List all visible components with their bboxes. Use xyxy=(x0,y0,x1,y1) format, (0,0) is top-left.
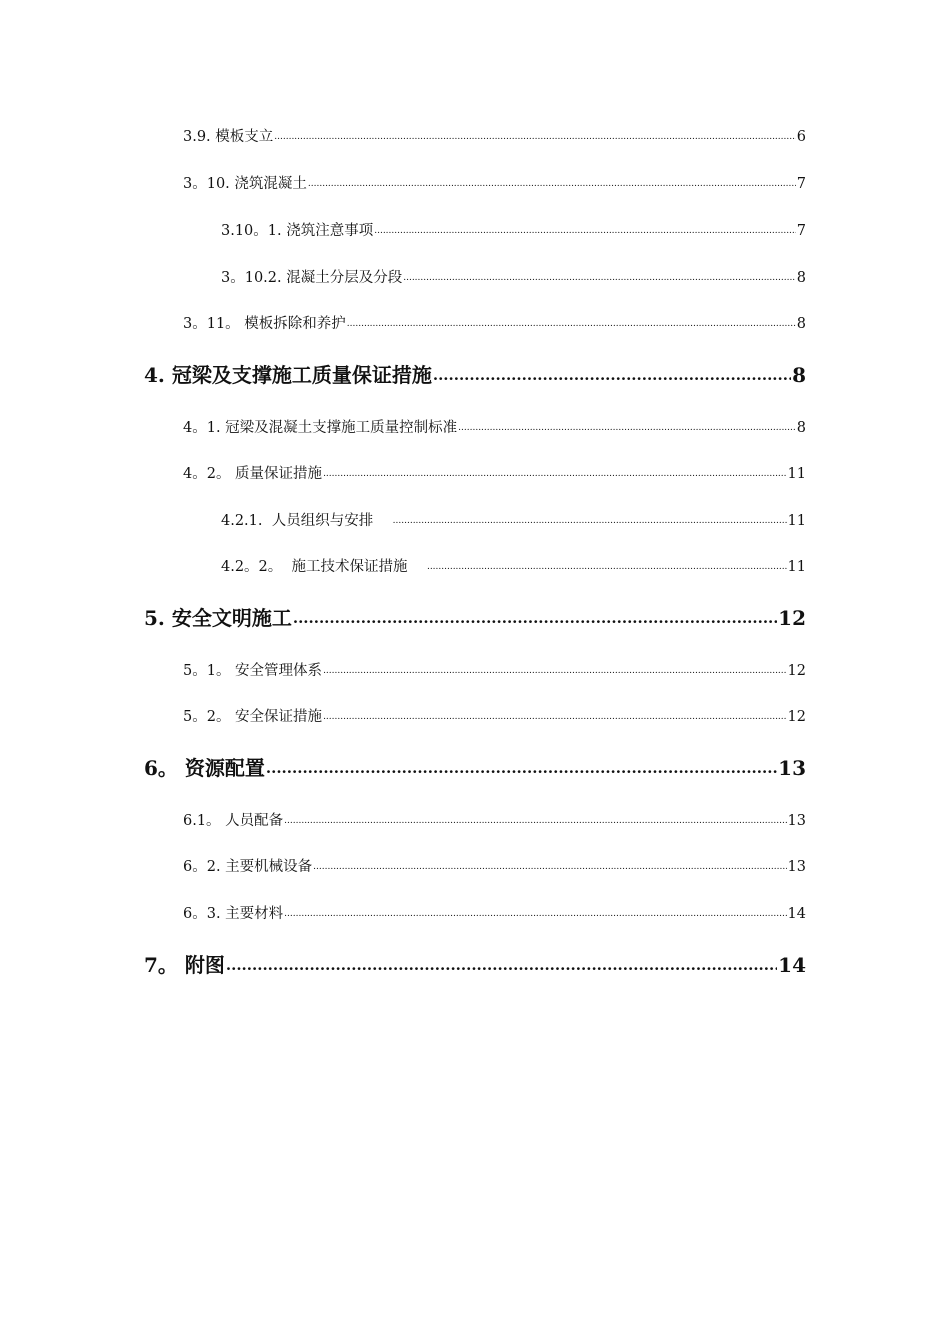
toc-entry-3-10[interactable] xyxy=(183,173,806,193)
toc-page-number: 11 xyxy=(787,513,806,529)
toc-entry-label: 6。3. 主要材料 xyxy=(183,906,284,922)
toc-entry-4-1[interactable] xyxy=(183,417,806,437)
toc-entry-label: 4.2.1. 人员组织与安排 xyxy=(221,513,392,529)
toc-entry-label: 4。2。 质量保证措施 xyxy=(183,466,323,482)
toc-entry-3-11[interactable] xyxy=(183,313,806,333)
toc-page-number: 12 xyxy=(778,606,806,630)
toc-entry-label: 5。1。 安全管理体系 xyxy=(183,663,323,679)
toc-page-number: 14 xyxy=(787,906,806,922)
toc-page-number: 8 xyxy=(796,420,806,436)
toc-dot-leader xyxy=(323,706,786,726)
toc-page-number: 13 xyxy=(787,859,806,875)
toc-entry-6-2[interactable] xyxy=(183,856,806,876)
toc-page-number: 11 xyxy=(787,466,806,482)
toc-entry-label: 6.1。 人员配备 xyxy=(183,813,284,829)
toc-dot-leader xyxy=(393,510,787,530)
toc-entry-label: 6。 资源配置 xyxy=(144,756,265,780)
toc-entry-4-2-1[interactable] xyxy=(221,510,806,530)
toc-entry-label: 5. 安全文明施工 xyxy=(144,606,292,630)
toc-entry-label: 4.2。2。 施工技术保证措施 xyxy=(221,559,426,575)
toc-dot-leader xyxy=(427,556,787,576)
toc-dot-leader xyxy=(226,950,777,978)
toc-entry-label: 3。10. 浇筑混凝土 xyxy=(183,176,307,192)
toc-page-number: 11 xyxy=(787,559,806,575)
toc-entry-3-9[interactable] xyxy=(183,126,806,146)
toc-page-number: 14 xyxy=(778,953,806,977)
toc-dot-leader xyxy=(293,603,777,631)
toc-entry-4-2-2[interactable] xyxy=(221,556,806,576)
toc-page-number: 13 xyxy=(778,756,806,780)
toc-page-number: 8 xyxy=(796,270,806,286)
toc-entry-6-1[interactable] xyxy=(183,810,806,830)
toc-dot-leader xyxy=(308,173,796,193)
toc-entry-label: 3。10.2. 混凝土分层及分段 xyxy=(221,270,403,286)
toc-entry-5-1[interactable] xyxy=(183,660,806,680)
toc-entry-7[interactable] xyxy=(144,950,806,978)
toc-page-number: 7 xyxy=(796,223,806,239)
toc-entry-label: 6。2. 主要机械设备 xyxy=(183,859,313,875)
toc-page-number: 8 xyxy=(796,316,806,332)
toc-entry-label: 7。 附图 xyxy=(144,953,225,977)
toc-dot-leader xyxy=(403,267,796,287)
toc-entry-label: 3.9. 模板支立 xyxy=(183,129,274,145)
toc-page-number: 7 xyxy=(796,176,806,192)
toc-entry-label: 4. 冠梁及支撑施工质量保证措施 xyxy=(144,363,432,387)
toc-page-number: 12 xyxy=(787,663,806,679)
toc-dot-leader xyxy=(274,126,795,146)
toc-page-number: 13 xyxy=(787,813,806,829)
toc-dot-leader xyxy=(284,810,786,830)
toc-entry-6-3[interactable] xyxy=(183,903,806,923)
toc-dot-leader xyxy=(313,856,786,876)
toc-page-number: 8 xyxy=(792,363,806,387)
toc-dot-leader xyxy=(458,417,796,437)
toc-entry-label: 5。2。 安全保证措施 xyxy=(183,709,323,725)
toc-entry-5[interactable] xyxy=(144,603,806,631)
toc-dot-leader xyxy=(284,903,786,923)
toc-entry-label: 4。1. 冠梁及混凝土支撑施工质量控制标准 xyxy=(183,420,458,436)
toc-entry-3-10-1[interactable] xyxy=(221,220,806,240)
toc-entry-6[interactable] xyxy=(144,753,806,781)
toc-entry-3-10-2[interactable] xyxy=(221,267,806,287)
toc-dot-leader xyxy=(266,753,777,781)
toc-dot-leader xyxy=(347,313,796,333)
toc-entry-label: 3。11。 模板拆除和养护 xyxy=(183,316,346,332)
toc-entry-4-2[interactable] xyxy=(183,463,806,483)
toc-entry-5-2[interactable] xyxy=(183,706,806,726)
toc-dot-leader xyxy=(323,660,786,680)
toc-dot-leader xyxy=(323,463,786,483)
toc-entry-4[interactable] xyxy=(144,360,806,388)
toc-page-number: 12 xyxy=(787,709,806,725)
toc-dot-leader xyxy=(433,360,791,388)
toc-page-number: 6 xyxy=(796,129,806,145)
toc-dot-leader xyxy=(374,220,796,240)
toc-entry-label: 3.10。1. 浇筑注意事项 xyxy=(221,223,374,239)
